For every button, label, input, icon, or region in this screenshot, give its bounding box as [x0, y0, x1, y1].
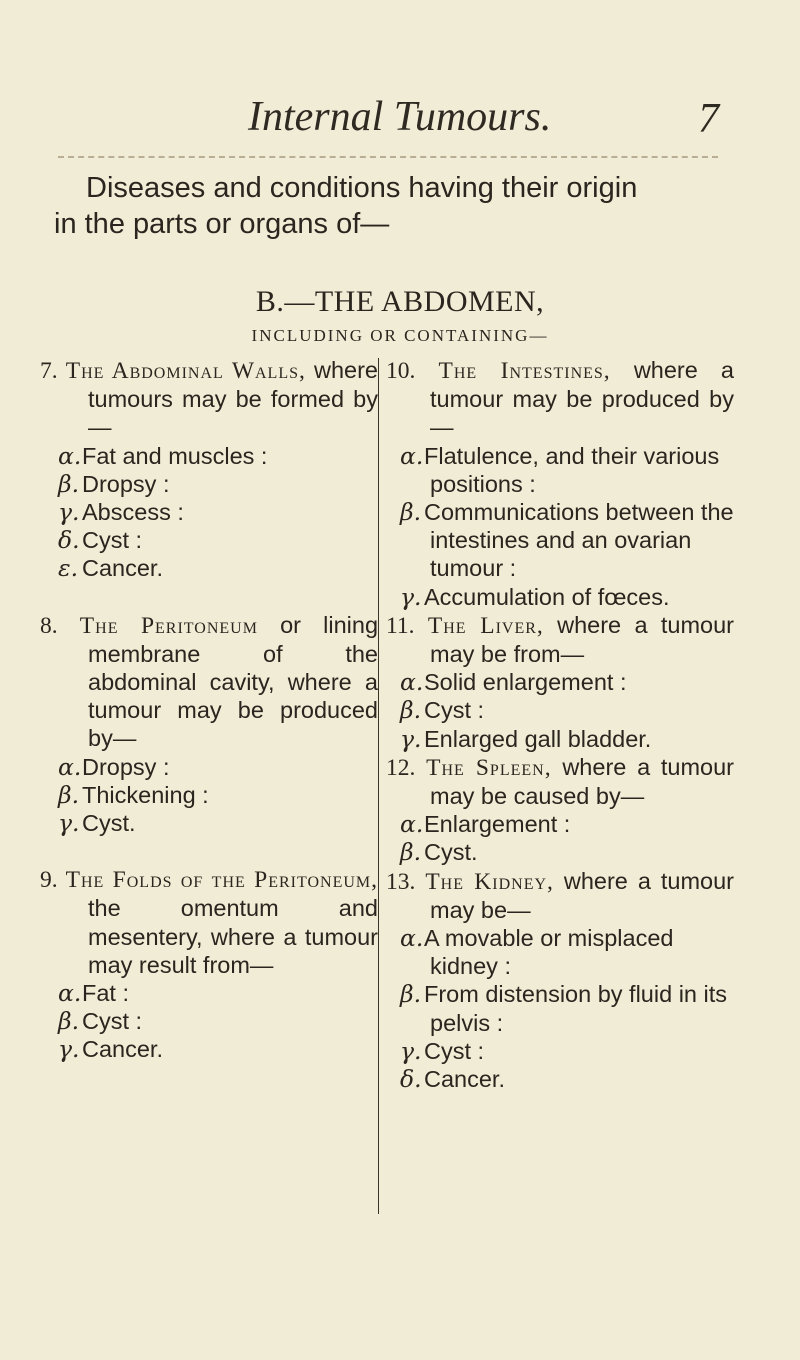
entry-heading — [386, 356, 734, 442]
entry-number: 10. — [386, 358, 416, 384]
entry-title: The Spleen, — [426, 754, 552, 781]
item-marker: γ. — [58, 809, 80, 838]
item-marker: β. — [400, 980, 422, 1009]
entry-number: 11. — [386, 612, 415, 639]
list-item — [40, 1007, 378, 1035]
list-item — [386, 1037, 734, 1065]
entry-heading — [386, 867, 734, 924]
running-header — [0, 92, 800, 142]
list-item — [386, 442, 734, 498]
list-item — [40, 470, 378, 498]
item-marker: γ. — [58, 1035, 80, 1064]
list-entry — [40, 611, 378, 838]
item-text: Cyst : — [424, 1037, 485, 1064]
item-text: Cyst. — [82, 810, 136, 837]
list-entry — [40, 865, 378, 1063]
list-item — [386, 583, 734, 611]
item-text: Dropsy : — [82, 470, 170, 497]
item-marker: γ. — [400, 1036, 422, 1065]
item-text: Fat : — [82, 980, 130, 1007]
intro-line: Diseases and conditions having their origin — [86, 172, 638, 204]
item-text: A movable or misplaced kidney : — [424, 925, 674, 980]
left-column — [40, 356, 378, 1064]
entry-heading — [40, 356, 378, 442]
item-marker: γ. — [400, 724, 422, 753]
list-entry — [386, 867, 734, 1094]
item-text: Cyst : — [424, 697, 485, 724]
entry-number: 8. — [40, 612, 58, 639]
item-marker: α. — [58, 979, 82, 1008]
item-text: Thickening : — [82, 781, 209, 808]
entry-number: 7. — [40, 358, 58, 384]
item-marker: α. — [400, 441, 424, 470]
header-rule — [58, 156, 718, 158]
entry-description: where a tumour may be produced by— — [430, 357, 735, 441]
item-text: Enlargement : — [424, 811, 571, 838]
item-marker: γ. — [58, 498, 80, 527]
item-text: Cyst : — [82, 1008, 143, 1035]
item-marker: α. — [400, 924, 424, 953]
list-entry — [40, 356, 378, 583]
list-item — [40, 526, 378, 554]
item-marker: δ. — [400, 1065, 422, 1094]
list-entry — [386, 753, 734, 867]
item-marker: β. — [400, 838, 422, 867]
item-marker: α. — [400, 668, 424, 697]
item-text: Solid enlargement : — [424, 669, 627, 696]
page-number: 7 — [698, 96, 719, 142]
section-subtitle: INCLUDING OR CONTAINING— — [251, 326, 549, 345]
entry-description: where a tumour may be from— — [430, 611, 735, 668]
entry-description: where a tumour may be caused by— — [430, 753, 735, 810]
intro-paragraph — [54, 170, 734, 242]
entry-heading — [386, 753, 734, 810]
list-item — [40, 554, 378, 582]
entry-heading — [40, 611, 378, 753]
list-item — [386, 1065, 734, 1093]
item-text: Cyst : — [82, 527, 143, 554]
entry-number: 13. — [386, 868, 416, 895]
list-item — [40, 1035, 378, 1063]
entry-description: where tumours may be formed by— — [88, 357, 379, 441]
list-item — [386, 696, 734, 724]
item-marker: δ. — [58, 526, 80, 555]
item-text: Communications between the intestines and an ovarian tumour : — [424, 499, 734, 582]
list-entry — [386, 611, 734, 753]
list-item — [386, 810, 734, 838]
list-item — [40, 979, 378, 1007]
item-text: Enlarged gall bladder. — [424, 725, 652, 752]
entry-description: where a tumour may be— — [430, 867, 734, 923]
column-divider — [378, 358, 379, 1214]
item-text: Abscess : — [82, 499, 184, 526]
item-text: Accumulation of fœces. — [424, 583, 670, 610]
item-text: Cyst. — [424, 839, 478, 866]
list-item — [40, 753, 378, 781]
entry-description: or lining membrane of the abdominal cavity, where a tumour may be produced by— — [88, 611, 379, 752]
list-item — [386, 668, 734, 696]
right-column — [386, 356, 734, 1093]
item-text: Cancer. — [82, 1036, 163, 1063]
entry-title: The Abdominal Walls, — [65, 358, 306, 384]
entry-number: 12. — [386, 754, 416, 781]
item-marker: β. — [58, 1007, 80, 1036]
item-text: From distension by fluid in its pelvis : — [424, 981, 728, 1036]
item-text: Fat and muscles : — [82, 442, 268, 469]
list-item — [386, 498, 734, 583]
entry-title: The Peritoneum — [79, 612, 258, 639]
list-item — [386, 924, 734, 980]
section-title: B.—THE ABDOMEN, — [255, 285, 545, 318]
item-marker: β. — [58, 780, 80, 809]
item-marker: β. — [400, 498, 422, 527]
list-entry — [386, 356, 734, 611]
list-item — [40, 781, 378, 809]
entry-heading — [40, 865, 378, 979]
intro-line: in the parts or organs of— — [54, 208, 390, 240]
item-marker: α. — [58, 752, 82, 781]
item-marker: γ. — [400, 582, 422, 611]
list-item — [386, 980, 734, 1036]
running-title: Internal Tumours. — [248, 94, 552, 140]
item-text: Dropsy : — [82, 753, 170, 780]
item-text: Cancer. — [424, 1066, 505, 1093]
list-item — [40, 442, 378, 470]
entry-title: The Folds of the Peritoneum, — [65, 867, 378, 894]
entry-description: the omentum and mesentery, where a tumour may result from— — [88, 895, 378, 978]
item-marker: ε. — [58, 554, 79, 583]
entry-title: The Liver, — [427, 612, 544, 639]
list-item — [40, 498, 378, 526]
item-marker: β. — [400, 696, 422, 725]
entry-heading — [386, 611, 734, 668]
entry-number: 9. — [40, 867, 58, 894]
entry-title: The Intestines, — [438, 358, 611, 384]
list-item — [386, 725, 734, 753]
entry-title: The Kidney, — [425, 868, 554, 895]
item-text: Cancer. — [82, 555, 163, 582]
item-marker: α. — [400, 810, 424, 839]
item-marker: β. — [58, 469, 80, 498]
item-text: Flatulence, and their various positions : — [424, 442, 720, 497]
list-item — [40, 809, 378, 837]
item-marker: α. — [58, 441, 82, 470]
list-item — [386, 838, 734, 866]
